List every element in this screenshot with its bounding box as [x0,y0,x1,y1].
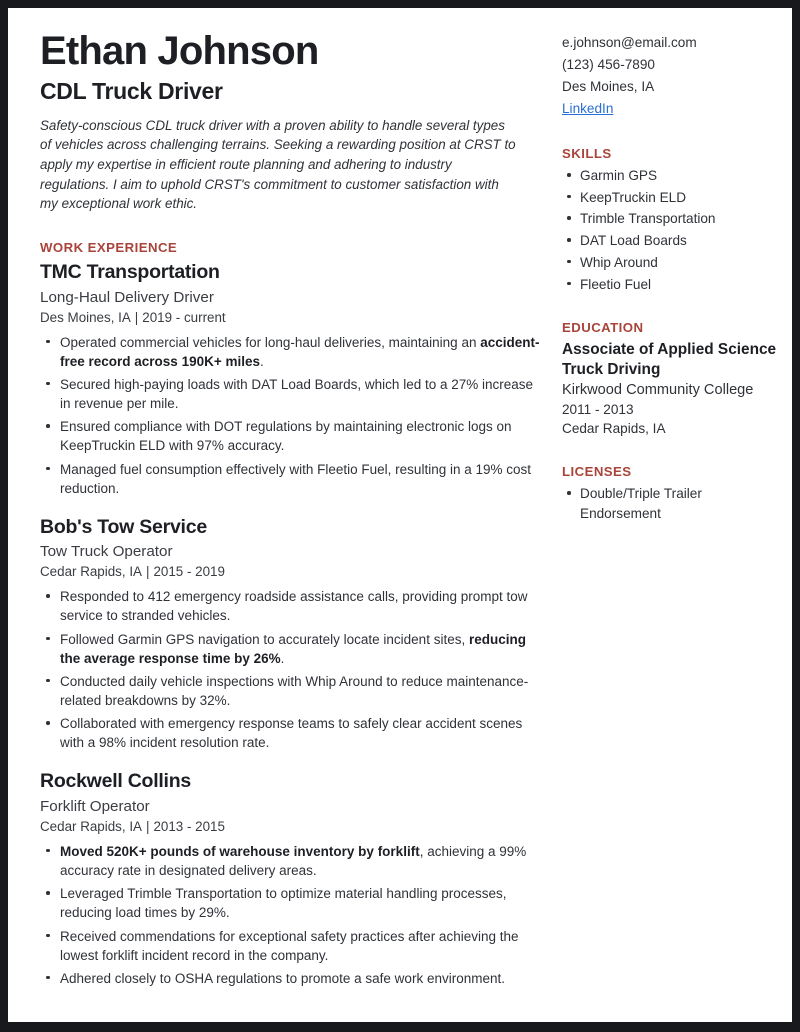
resume-page [8,8,792,1022]
bullet-text: Responded to 412 emergency roadside assistance calls, providing prompt tow service to stranded vehicles. [60,589,528,624]
job-dates: 2013 - 2015 [153,819,225,835]
meta-separator: | [134,309,139,325]
education-school: Kirkwood Community College [562,381,754,398]
section-heading-education: EDUCATION [562,320,644,336]
job-dates: 2019 - current [142,309,226,325]
list-item: KeepTruckin ELD [562,188,784,208]
bullet-item [40,672,540,710]
section-heading-skills: SKILLS [562,146,612,162]
bullet-emphasis: reducing the average response time by 26% [60,631,526,666]
job-entry [40,260,540,498]
education-location: Cedar Rapids, IA [562,420,666,436]
bullet-item [40,969,540,988]
meta-separator: | [145,564,150,580]
skills-section [562,146,784,294]
linkedin-link[interactable]: LinkedIn [562,101,614,117]
job-meta [40,563,540,582]
education-dates: 2011 - 2013 [562,401,634,417]
list-item: Fleetio Fuel [562,275,784,295]
candidate-name: Ethan Johnson [40,29,319,73]
bullet-text: Received commendations for exceptional safety practices after achieving the lowest forklift incident record in the company. [60,928,519,963]
licenses-section [562,464,784,523]
bullet-text: Conducted daily vehicle inspections with Whip Around to reduce maintenance-related breakdowns by 32%. [60,673,529,709]
skills-list [562,166,784,294]
job-meta [40,309,540,328]
bullet-text: Adhered closely to OSHA regulations to promote a safe work environment. [60,970,505,986]
bullet-emphasis: accident-free record across 190K+ miles [60,334,540,369]
bullet-item [40,927,540,965]
meta-separator: | [145,819,150,835]
bullet-text: Leveraged Trimble Transportation to optimize material handling processes, reducing load times by 29%. [60,886,507,921]
bullet-text: Secured high-paying loads with DAT Load Boards, which led to a 27% increase in revenue per mile. [60,376,534,412]
list-item: Trimble Transportation [562,209,784,229]
job-company: Rockwell Collins [40,770,191,793]
bullet-text: Operated commercial vehicles for long-haul deliveries, maintaining an [60,334,481,350]
list-item: Garmin GPS [562,166,784,186]
job-meta [40,818,540,837]
bullet-text: , achieving a 99% accuracy rate in designated delivery areas. [60,843,527,879]
bullet-item [40,333,540,371]
bullet-item [40,417,540,455]
job-location: Des Moines, IA [40,309,131,325]
bullet-item [40,460,540,498]
bullet-item [40,884,540,922]
bullet-text: Followed Garmin GPS navigation to accurately locate incident sites, [60,631,469,647]
list-item: Whip Around [562,253,784,273]
list-item: DAT Load Boards [562,231,784,251]
education-degree: Associate of Applied Science [562,341,777,359]
bullet-item [40,714,540,752]
professional-summary: Safety-conscious CDL truck driver with a proven ability to handle several types of vehicles across challenging terrains. Seeking a rewarding position at CRST to apply my expertise in efficient route planning and adhering to industry regulations. I aim to uphold CRST's commitment to customer satisfaction with my exceptional work ethic. [40,117,516,212]
education-section [562,320,784,438]
resume-body [8,8,792,1022]
work-experience-list [40,260,540,988]
section-heading-licenses: LICENSES [562,464,632,480]
bullet-item [40,375,540,413]
bullet-emphasis: Moved 520K+ pounds of warehouse inventory by forklift [60,843,420,859]
bullet-text: Managed fuel consumption effectively with Fleetio Fuel, resulting in a 19% cost reduction. [60,461,532,496]
education-field: Truck Driving [562,361,661,378]
job-location: Cedar Rapids, IA [40,564,142,580]
job-company: Bob's Tow Service [40,515,207,538]
contact-linkedin[interactable] [562,98,784,120]
contact-phone: (123) 456-7890 [562,57,655,73]
job-role: Tow Truck Operator [40,543,173,561]
job-entry [40,515,540,753]
section-heading-work-experience: WORK EXPERIENCE [40,240,178,256]
job-location: Cedar Rapids, IA [40,819,142,835]
list-item: Double/Triple Trailer Endorsement [562,484,784,523]
contact-email[interactable]: e.johnson@email.com [562,35,697,50]
bullet-item [40,630,540,668]
bullet-text: . [280,650,285,666]
candidate-headline: CDL Truck Driver [40,78,223,105]
job-bullets [40,333,540,498]
side-column [562,30,784,526]
resume-columns [40,29,777,992]
job-bullets [40,587,540,752]
contact-list [562,32,784,120]
job-bullets [40,842,540,988]
job-entry [40,769,540,988]
main-column [40,30,540,992]
contact-location: Des Moines, IA [562,79,655,95]
job-role: Long-Haul Delivery Driver [40,288,214,306]
bullet-item [40,842,540,880]
licenses-list [562,484,784,523]
bullet-text: . [260,353,264,369]
job-company: TMC Transportation [40,261,220,284]
bullet-item [40,587,540,625]
job-role: Forklift Operator [40,797,150,815]
job-dates: 2015 - 2019 [153,564,225,580]
bullet-text: Ensured compliance with DOT regulations by maintaining electronic logs on KeepTruckin ELD with 97% accuracy. [60,419,512,454]
bullet-text: Collaborated with emergency response teams to safely clear accident scenes with a 98% incident resolution rate. [60,716,523,751]
